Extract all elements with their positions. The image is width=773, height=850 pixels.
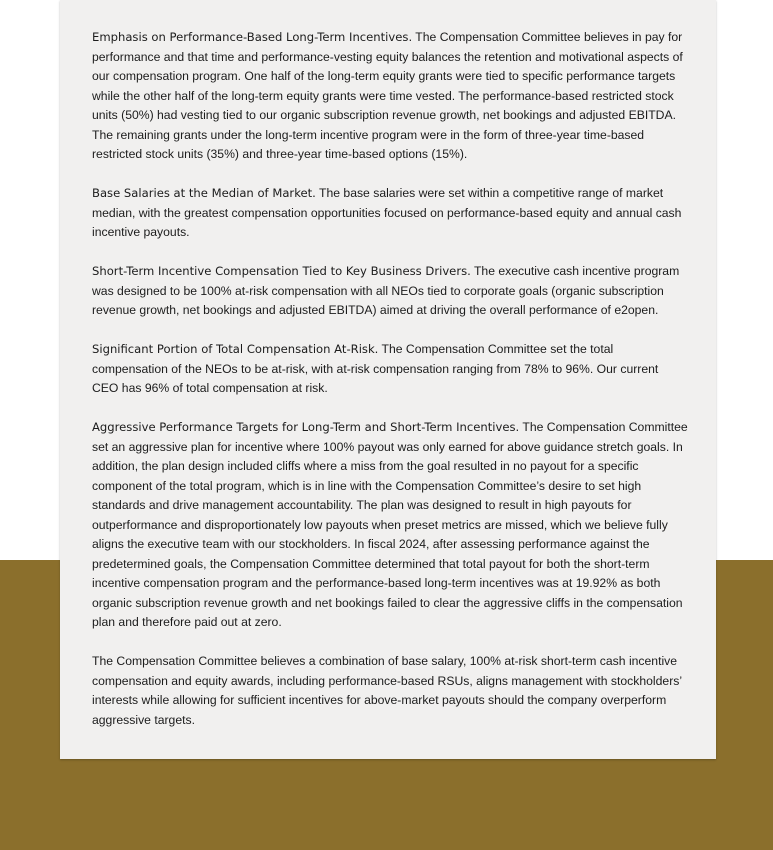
paragraph-aggressive-targets	[92, 418, 688, 633]
paragraph-heading: Emphasis on Performance-Based Long-Term Incentives.	[92, 30, 413, 44]
paragraph-performance-incentives	[92, 28, 688, 165]
paragraph-closing: The Compensation Committee believes a combination of base salary, 100% at-risk short-term cash incentive compensation and equity awards, including performance-based RSUs, aligns management with stockholders’ interests while allowing for sufficient incentives for above-market payouts should the company overperform aggressive targets.	[92, 654, 682, 727]
paragraph-at-risk	[92, 340, 688, 399]
paragraph-base-salaries	[92, 184, 688, 243]
paragraph-short-term-incentive	[92, 262, 688, 321]
paragraph-text: The executive cash incentive program was designed to be 100% at-risk compensation with all NEOs tied to corporate goals (organic subscription revenue growth, net bookings and adjusted EBITDA) aimed at driving the overall performance of e2open.	[92, 264, 680, 317]
paragraph-heading: Base Salaries at the Median of Market.	[92, 186, 316, 200]
paragraph-text: The Compensation Committee believes in pay for performance and that time and performance-vesting equity balances the retention and motivational aspects of our compensation program. One half of the long-term equity grants were tied to specific performance targets while the other half of the long-term equity grants were time vested. The performance-based restricted stock units (50%) had vesting tied to our organic subscription revenue growth, net bookings and adjusted EBITDA. The remaining grants under the long-term incentive program were in the form of three-year time-based restricted stock units (35%) and three-year time-based options (15%).	[92, 30, 683, 161]
paragraph-heading: Aggressive Performance Targets for Long-Term and Short-Term Incentives.	[92, 420, 520, 434]
paragraph-heading: Short-Term Incentive Compensation Tied to Key Business Drivers.	[92, 264, 471, 278]
paragraph-text: The Compensation Committee set an aggressive plan for incentive where 100% payout was only earned for above guidance stretch goals. In addition, the plan design included cliffs where a miss from the goal resulted in no payout for a specific component of the total program, which is in line with the Compensation Committee’s desire to set high standards and drive management accountability. The plan was designed to result in high payouts for outperformance and disproportionately low payouts when preset metrics are missed, which we believe fully aligns the executive team with our stockholders. In fiscal 2024, after assessing performance against the predetermined goals, the Compensation Committee determined that total payout for both the short-term incentive compensation program and the performance-based long-term incentives was at 19.92% as both organic subscription revenue growth and net bookings failed to clear the aggressive cliffs in the compensation plan and therefore paid out at zero.	[92, 420, 688, 629]
paragraph-text: The base salaries were set within a competitive range of market median, with the greatest compensation opportunities focused on performance-based equity and annual cash incentive payouts.	[92, 186, 682, 239]
paragraph-heading: Significant Portion of Total Compensation At-Risk.	[92, 342, 379, 356]
paragraph-text: The Compensation Committee set the total compensation of the NEOs to be at-risk, with at-risk compensation ranging from 78% to 96%. Our current CEO has 96% of total compensation at risk.	[92, 342, 659, 395]
document-card	[60, 0, 716, 759]
document-body	[92, 28, 688, 750]
